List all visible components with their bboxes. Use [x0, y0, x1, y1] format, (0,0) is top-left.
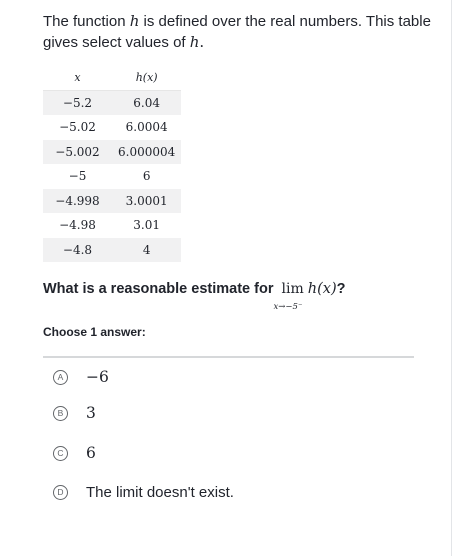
- choice-a[interactable]: [53, 365, 109, 389]
- cell-hx: 6.000004: [112, 140, 181, 165]
- table-row: [43, 164, 181, 189]
- choice-c[interactable]: [53, 441, 96, 465]
- cell-x: −4.998: [43, 189, 112, 214]
- cell-hx: 3.01: [133, 218, 160, 233]
- choice-b-text: 3: [86, 404, 96, 422]
- question-lead: What is a reasonable estimate for: [43, 281, 274, 297]
- cell-hx: 6.04: [112, 90, 181, 115]
- right-border: [451, 0, 452, 556]
- choice-b[interactable]: [53, 401, 96, 425]
- table-row: [43, 115, 181, 140]
- choice-a-letter-bubble[interactable]: A: [53, 370, 68, 385]
- cell-hx: 4: [112, 238, 181, 263]
- table-row: [43, 189, 181, 214]
- choice-c-letter-bubble[interactable]: C: [53, 446, 68, 461]
- choice-c-text: 6: [86, 444, 96, 462]
- question-mark: ?: [336, 281, 346, 297]
- prompt-period: .: [199, 33, 205, 51]
- cell-hx: 3.0001: [112, 189, 181, 214]
- values-table: [43, 65, 181, 262]
- prompt-text-2: is defined over the real numbers. This table gives select values of: [43, 13, 431, 51]
- table-header-row: [43, 65, 181, 90]
- cell-x: −5.02: [59, 120, 96, 135]
- choose-label: Choose 1 answer:: [43, 325, 146, 339]
- choice-d[interactable]: [53, 480, 234, 504]
- choice-d-letter-bubble[interactable]: D: [53, 485, 68, 500]
- problem-statement: [43, 11, 438, 53]
- cell-x: −4.98: [59, 218, 96, 233]
- divider: [43, 356, 414, 358]
- cell-hx: 6: [142, 169, 151, 184]
- cell-x: −5.002: [43, 140, 112, 165]
- cell-hx: 6.0004: [125, 120, 168, 135]
- header-hx: h(x): [135, 70, 158, 84]
- cell-x: −5.2: [43, 90, 112, 115]
- function-name-h-end: h: [189, 33, 200, 51]
- function-name-h: h: [129, 12, 140, 30]
- limit-expression: [273, 278, 304, 312]
- choice-a-text: −6: [86, 368, 109, 386]
- cell-x: −5: [68, 169, 87, 184]
- lim-operator: lim: [281, 281, 304, 297]
- table-row: [43, 213, 181, 238]
- cell-x: −4.8: [43, 238, 112, 263]
- table-row: [43, 238, 181, 263]
- header-x: x: [74, 70, 81, 84]
- choice-d-text: The limit doesn't exist.: [86, 483, 234, 501]
- table-row: [43, 140, 181, 165]
- prompt-text-1: The function: [43, 13, 130, 30]
- limit-function: h(x): [307, 281, 337, 297]
- question-text: [43, 278, 443, 312]
- table-row: [43, 90, 181, 115]
- choice-b-letter-bubble[interactable]: B: [53, 406, 68, 421]
- lim-subscript: x→−5⁻: [273, 302, 303, 312]
